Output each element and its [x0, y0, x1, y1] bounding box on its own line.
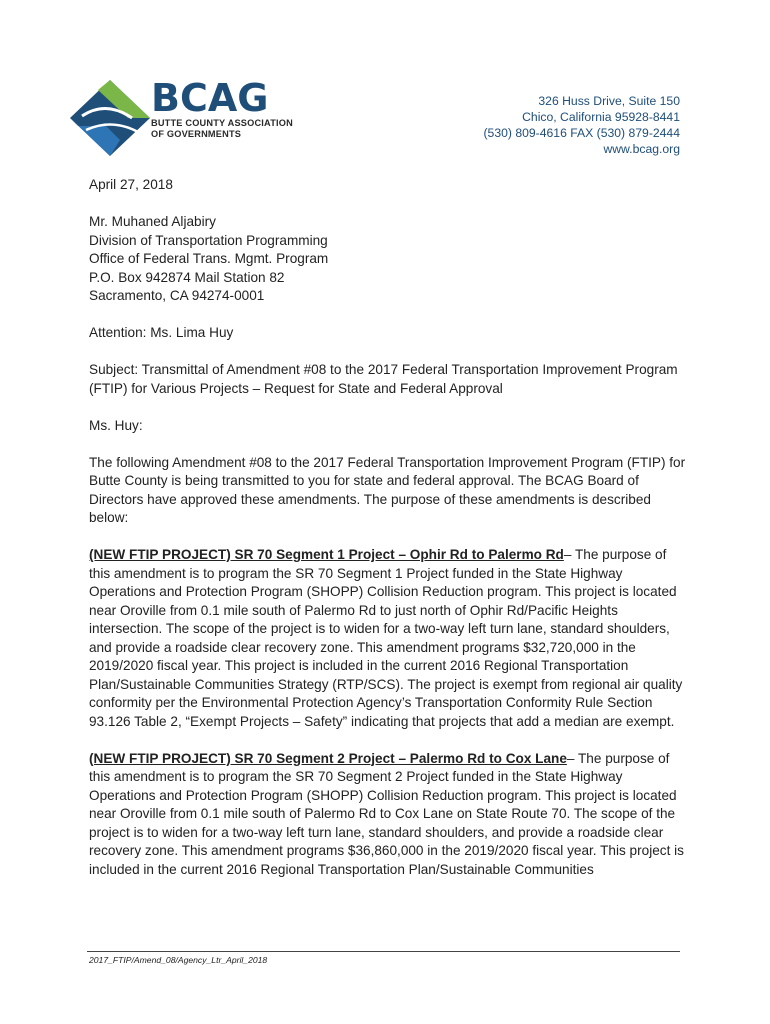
- subject-line: Subject: Transmittal of Amendment #08 to the 2017 Federal Transportation Improvement Program (FTIP) for Various Projects – Request for State and Federal Approval: [89, 362, 678, 396]
- project-1-paragraph: [89, 546, 689, 731]
- address-street: 326 Huss Drive, Suite 150: [538, 94, 680, 108]
- footer-divider: [87, 951, 680, 952]
- bcag-diamond-icon: [68, 78, 152, 158]
- recipient-block: [89, 213, 689, 306]
- address-phone: (530) 809-4616 FAX (530) 879-2444: [483, 126, 680, 140]
- project-2-body: – The purpose of this amendment is to program the SR 70 Segment 2 Project funded in the State Highway Operations and Protection Program (SHOPP) Collision Reduction program. This project is located near Oroville from 0.1 mile south of Palermo Rd to Cox Lane on State Route 70. The scope of the project is to widen for a two-way left turn lane, standard shoulders, and provide a roadside clear recovery zone. This amendment programs $36,860,000 in the 2019/2020 fiscal year. This project is included in the current 2016 Regional Transportation Plan/Sustainable Communities: [89, 750, 684, 877]
- letter-body: [89, 176, 689, 879]
- bcag-logo: [68, 78, 308, 158]
- address-city: Chico, California 95928-8441: [522, 110, 680, 124]
- project-1-body: – The purpose of this amendment is to program the SR 70 Segment 1 Project funded in the State Highway Operations and Protection Program (SHOPP) Collision Reduction program. This project is located near Oroville from 0.1 mile south of Palermo Rd to just north of Ophir Rd/Pacific Heights intersection. The scope of the project is to widen for a two-way left turn lane, standard shoulders, and provide a roadside clear recovery zone. This amendment programs $32,720,000 in the 2019/2020 fiscal year. This project is included in the current 2016 Regional Transportation Plan/Sustainable Communities Strategy (RTP/SCS). The project is exempt from regional air quality conformity per the Environmental Protection Agency’s Transportation Conformity Rule Section 93.126 Table 2, “Exempt Projects – Safety” indicating that projects that add a median are exempt.: [89, 547, 683, 729]
- sender-address: [484, 93, 681, 157]
- logo-wordmark: BCAG: [151, 76, 269, 120]
- letter-date: April 27, 2018: [89, 177, 173, 192]
- intro-paragraph: The following Amendment #08 to the 2017 Federal Transportation Improvement Program (FTIP) for Butte County is being transmitted to you for state and federal approval. The BCAG Board of Directors have approved these amendments. The purpose of these amendments is described below:: [89, 454, 686, 525]
- footer-filename: 2017_FTIP/Amend_08/Agency_Ltr_April_2018: [89, 955, 268, 965]
- project-2-heading: (NEW FTIP PROJECT) SR 70 Segment 2 Project – Palermo Rd to Cox Lane: [89, 750, 567, 766]
- attention-line: Attention: Ms. Lima Huy: [89, 325, 234, 340]
- project-1-heading: (NEW FTIP PROJECT) SR 70 Segment 1 Project – Ophir Rd to Palermo Rd: [89, 547, 564, 562]
- salutation: Ms. Huy:: [89, 417, 143, 433]
- recipient-line: Sacramento, CA 94274-0001: [89, 288, 265, 303]
- recipient-line: Office of Federal Trans. Mgmt. Program: [89, 251, 329, 266]
- recipient-line: Division of Transportation Programming: [89, 232, 328, 248]
- logo-line-2: OF GOVERNMENTS: [151, 129, 242, 139]
- project-2-paragraph: [89, 750, 689, 880]
- recipient-line: P.O. Box 942874 Mail Station 82: [89, 269, 285, 285]
- recipient-line: Mr. Muhaned Aljabiry: [89, 214, 216, 229]
- logo-line-1: BUTTE COUNTY ASSOCIATION: [151, 118, 293, 128]
- address-web[interactable]: www.bcag.org: [603, 142, 680, 156]
